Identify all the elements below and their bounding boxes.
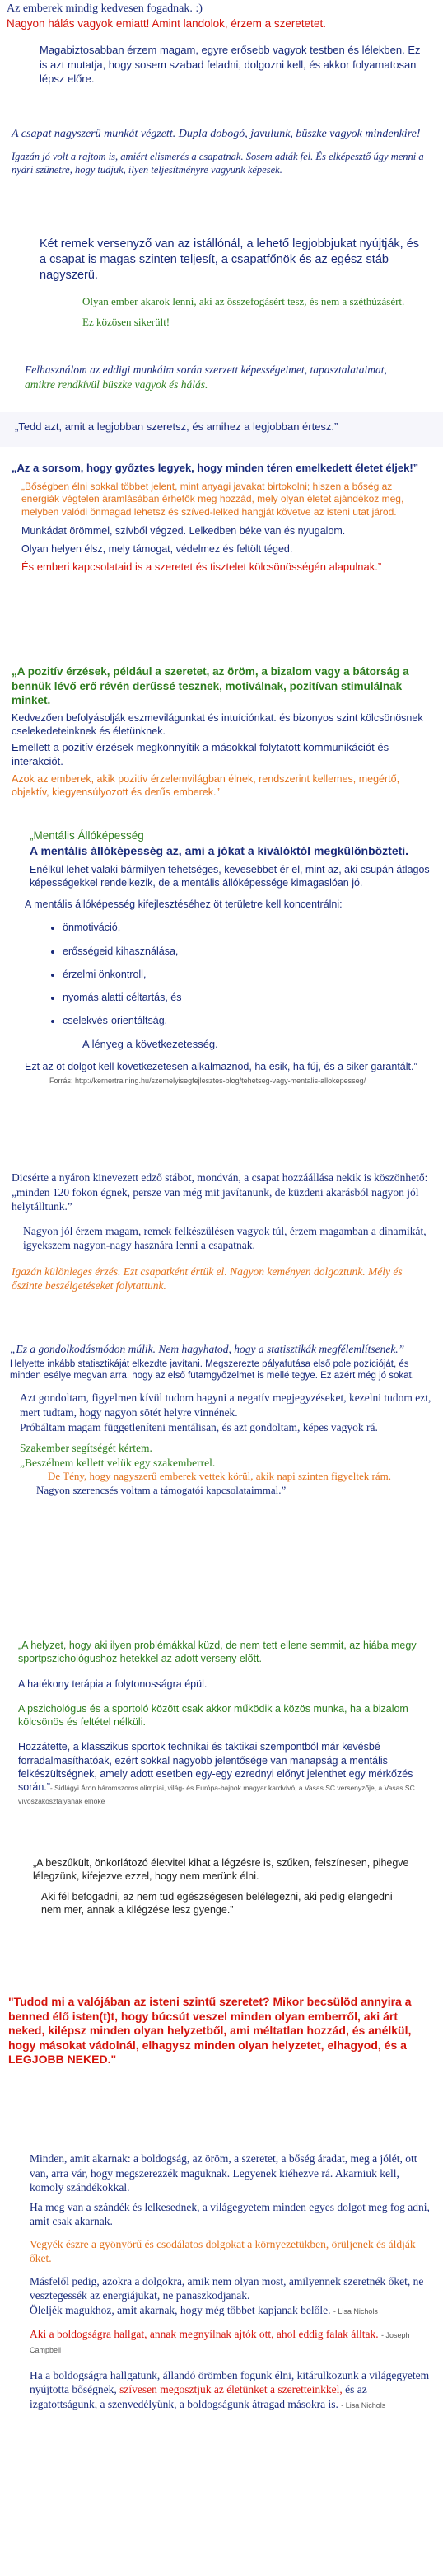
stamina-p2: Ezt az öt dolgot kell következetesen alkalmaznod, ha esik, ha fúj, és a siker garantált.” bbox=[25, 1060, 417, 1072]
mindset-p4: Szakember segítségét kértem. bbox=[20, 1442, 152, 1455]
motto-block bbox=[0, 412, 443, 447]
stamina-p1: Enélkül lehet valaki bármilyen tehetséges, kevesebbet ér el, mint az, aki csupán átlagos képességekkel rendelkezik, de a mentális állóképessége kimagaslóan jó. bbox=[30, 863, 430, 889]
happiness-p4: Másfelől pedig, azokra a dolgokra, amik nem olyan most, amilyennek szeretnék őket, ne vesztegessék az energiájukat, ne panaszkodjanak. bbox=[30, 2274, 424, 2302]
stamina-heading: „Mentális Állóképesség bbox=[30, 829, 144, 842]
motto-text: „Tedd azt, amit a legjobban szeretsz, és amihez a legjobban értesz.” bbox=[15, 420, 338, 433]
mindset-p2: Azt gondoltam, figyelmen kívül tudom hagyni a negatív megjegyzéseket, kezelni tudom ezt, mert tudtam, hogy nagyon sötét helyre vinnének. bbox=[20, 1391, 431, 1419]
unity-text: Olyan ember akarok lenni, aki az összefogásért tesz, és nem a széthúzásért. bbox=[82, 295, 405, 307]
destiny-p1: „Bőségben élni sokkal többet jelent, mint anyagi javakat birtokolni; hiszen a bőség az energiák végtelen áramlásában érhetők meg hozzád, mely olyan életet ajándékoz meg, melyben valódi önmagad lehetsz és szíved-lelked hangját követve az isteni utat járod. bbox=[21, 480, 404, 518]
happiness-p5: Öleljék magukhoz, amit akarnak, hogy még többet kapjanak belőle. - Lisa Nichols bbox=[30, 2303, 378, 2316]
mindset-p3: Próbáltam magam függetleníteni mentálisan, és azt gondoltam, képes vagyok rá. bbox=[20, 1420, 378, 1433]
stamina-item: • érzelmi önkontroll, bbox=[63, 968, 433, 981]
divine-love-block bbox=[0, 1995, 443, 2067]
destiny-p4: És emberi kapcsolataid is a szeretet és tisztelet kölcsönösségén alapulnak.” bbox=[21, 561, 382, 574]
positive-p4: Azok az emberek, akik pozitív érzelemvilágban élnek, rendszerint kellemes, megértő, objektív, kiegyensúlyozott és derűs emberek.” bbox=[12, 772, 400, 799]
drivers-block bbox=[0, 237, 443, 284]
team-block bbox=[0, 127, 443, 177]
therapy-p4: Hozzátette, a klasszikus sportok technikai és taktikai szempontból már kevésbé forradalmasíthatóak, ezért sokkal nagyobb jelentősége van manapság a mentális felkészültségnek, amely adott esetben egy-egy ezrednyi előnyt jelenthet egy mérkőzés során.”- Sidlágyi Áron háromszoros olimpiai, világ- és Európa-bajnok magyar kardvívó, a Vasas SC versenyzője, a Vasas SC vívószakosztályának elnöke bbox=[18, 1741, 415, 1806]
coaching-p1: Dicsérte a nyáron kinevezett edző stábot, mondván, a csapat hozzáállása nekik is köszönhető: „minden 120 fokon égnek, persze van még mit javítanunk, de küzdeni akarásból nagyon jól helytálltunk.” bbox=[12, 1171, 428, 1213]
happiness-block bbox=[0, 2151, 443, 2411]
stamina-intro: A mentális állóképesség kifejlesztéséhez öt területre kell koncentrálni: bbox=[25, 899, 343, 911]
positive-p2: Kedvezően befolyásolják eszmevilágunkat és intuíciónkat. és bizonyos szint kölcsönösnek cselekedeteinknek és életünknek. bbox=[12, 711, 423, 737]
mindset-p1: Helyette inkább statisztikáját elkezdte javítani. Megszerezte pályafutása első pole pozícióját, és minden esélye megvan arra, hogy az első futamgyőzelmet is mellé tegye. Ez azért még jó sokat. bbox=[10, 1358, 414, 1382]
therapy-block bbox=[0, 1639, 443, 1808]
breathing-block bbox=[0, 1856, 443, 1917]
divine-love-text: "Tudod mi a valójában az isteni szintű szeretet? Mikor becsülöd annyira a benned élő isten(t)t, hogy búcsút veszel minden olyan emberről, aki árt neked, kilépsz minden olyan helyzetből, ami méltatlan hozzád, és anélkül, hogy másokat vádolnál, elhagysz minden olyan helyzetet, elhagyod, és a LEGJOBB NEKED." bbox=[8, 1995, 412, 2066]
stamina-item: • erősségeid kihasználása, bbox=[63, 945, 433, 958]
skills-line-1: Felhasználom az eddigi munkáim során szerzett képességeimet, tapasztalataimat, bbox=[25, 364, 387, 376]
drivers-text: Két remek versenyző van az istállónál, a lehető legjobbjukat nyújtják, és a csapat is magas szinten teljesít, a csapatfőnök és az egész stáb nagyszerű. bbox=[40, 237, 420, 282]
therapy-p3: A pszichológus és a sportoló között csak akkor működik a közös munka, ha a bizalom kölcsönös és feltétel nélküli. bbox=[18, 1702, 408, 1728]
unity-block bbox=[0, 295, 443, 330]
happiness-p6: Aki a boldogságra hallgat, annak megnyílnak ajtók ott, ahol eddig falak álltak. - Joseph Campbell bbox=[30, 2328, 410, 2355]
destiny-p2: Munkádat örömmel, szívből végzed. Lelkedben béke van és nyugalom. bbox=[21, 524, 346, 537]
positive-p3: Emellett a pozitív érzések megkönnyítik a másokkal folytatott kommunikációt és interakciót. bbox=[12, 741, 389, 768]
therapy-p1: „A helyzet, hogy aki ilyen problémákkal küzd, de nem tett ellene semmit, az hiába megy sportpszichológushoz hetekkel az adott verseny előtt. bbox=[18, 1640, 417, 1665]
mindset-p5: „Beszélnem kellett velük egy szakemberrel. bbox=[20, 1456, 216, 1469]
therapy-p2: A hatékony terápia a folytonosságra épül. bbox=[18, 1677, 208, 1690]
team-text-2: Igazán jó volt a rajtom is, amiért elismerés a csapatnak. Sosem adták fel. És elképesztő úgy menni a nyári szünetre, hogy tudjuk, ilyen teljesítményre vagyunk képesek. bbox=[12, 151, 424, 176]
intro-block bbox=[0, 2, 443, 31]
stamina-item: • nyomás alatti céltartás, és bbox=[63, 991, 433, 1004]
breathing-p2: Aki fél befogadni, az nem tud egészségesen belélegezni, aki pedig elengedni nem mer, annak a kilégzése lesz gyenge.” bbox=[41, 1890, 393, 1916]
confidence-block bbox=[0, 43, 443, 87]
stamina-source: Forrás: http://kernertraining.hu/szemelyisegfejlesztes-blog/tehetseg-vagy-mentalis-allokepesseg/ bbox=[49, 1076, 366, 1085]
mindset-block bbox=[0, 1342, 443, 1498]
stamina-list bbox=[30, 921, 433, 1027]
stamina-item: • önmotiváció, bbox=[63, 921, 433, 934]
destiny-block bbox=[0, 462, 443, 575]
stamina-item: • cselekvés-orientáltság. bbox=[63, 1014, 433, 1027]
stamina-key: A lényeg a következetesség. bbox=[82, 1037, 218, 1050]
stamina-subheading: A mentális állóképesség az, ami a jókat a kiválóktól megkülönbözteti. bbox=[30, 843, 409, 857]
intro-line-1: Az emberek mindig kedvesen fogadnak. :) bbox=[7, 2, 203, 15]
skills-line-2: amikre rendkívül büszke vagyok és hálás. bbox=[25, 378, 208, 391]
destiny-quote: „Az a sorsom, hogy győztes legyek, hogy minden téren emelkedett életet éljek!” bbox=[12, 462, 419, 474]
mindset-title: „Ez a gondolkodásmódon múlik. Nem hagyhatod, hogy a statisztikák megfélemlítsenek.” bbox=[10, 1343, 405, 1355]
mindset-body bbox=[10, 1391, 433, 1498]
happiness-p7: Ha a boldogságra hallgatunk, állandó örömben fogunk élni, kitárulkozunk a világegyetem nyújtotta bőségnek, szívesen megosztjuk az életünket a szeretteinkkel, és az izgatottságunk, a szenvedélyünk, a boldogságunk átragad másokra is. - Lisa Nichols bbox=[30, 2368, 430, 2410]
unity-text-2: Ez közösen sikerült! bbox=[82, 315, 170, 328]
destiny-body bbox=[12, 476, 431, 575]
team-text-1: A csapat nagyszerű munkát végzett. Dupla dobogó, javulunk, büszke vagyok mindenkire! bbox=[12, 128, 421, 140]
mental-stamina-block bbox=[0, 828, 443, 1086]
happiness-p3: Vegyék észre a gyönyörű és csodálatos dolgokat a környezetükben, örüljenek és áldják őket. bbox=[30, 2237, 416, 2265]
positive-feelings-block bbox=[0, 664, 443, 799]
coaching-p3: Igazán különleges érzés. Ezt csapatként értük el. Nagyon keményen dolgoztunk. Mély és őszinte beszélgetéseket folytattunk. bbox=[12, 1265, 403, 1293]
happiness-p1: Minden, amit akarnak: a boldogság, az öröm, a szeretet, a bőség áradat, meg a jólét, ott van, arra vár, hogy megszerezzék maguknak. Legyenek kiéhezve rá. Akarniuk kell, komoly szándékokkal. bbox=[30, 2152, 417, 2194]
destiny-p3: Olyan helyen élsz, mely támogat, védelmez és feltölt téged. bbox=[21, 542, 293, 555]
mindset-p6: De Tény, hogy nagyszerű emberek vettek körül, akik napi szinten figyeltek rám. bbox=[48, 1470, 391, 1483]
happiness-p2: Ha meg van a szándék és lelkesednek, a világegyetem minden egyes dolgot meg fog adni, amit csak akarnak. bbox=[30, 2200, 430, 2228]
skills-block bbox=[0, 363, 443, 392]
coaching-block bbox=[0, 1171, 443, 1293]
coaching-p2: Nagyon jól érzem magam, remek felkészülésen vagyok túl, érzem magamban a dinamikát, igyekszem nagyon-nagy hasznára lenni a csapatnak. bbox=[23, 1224, 427, 1252]
confidence-text: Magabiztosabban érzem magam, egyre erősebb vagyok testben és lélekben. Ez is azt mutatja, hogy sosem szabad feladni, dolgozni kell, és akkor folyamatosan lépsz előre. bbox=[40, 44, 421, 86]
breathing-p1: „A beszűkült, önkorlátozó életvitel kihat a légzésre is, szűken, felszínesen, pihegve lélegzünk, kifejezve ezzel, hogy nem merünk élni. bbox=[33, 1857, 409, 1883]
mindset-p7: Nagyon szerencsés voltam a támogatói kapcsolataimmal.” bbox=[36, 1484, 287, 1497]
positive-p1: „A pozitív érzések, például a szeretet, az öröm, a bizalom vagy a bátorság a bennük lévő erő révén derűssé tesznek, motiválnak, pozitívan stimulálnak minket. bbox=[12, 665, 409, 707]
intro-line-2: Nagyon hálás vagyok emiatt! Amint landolok, érzem a szeretetet. bbox=[7, 17, 326, 30]
